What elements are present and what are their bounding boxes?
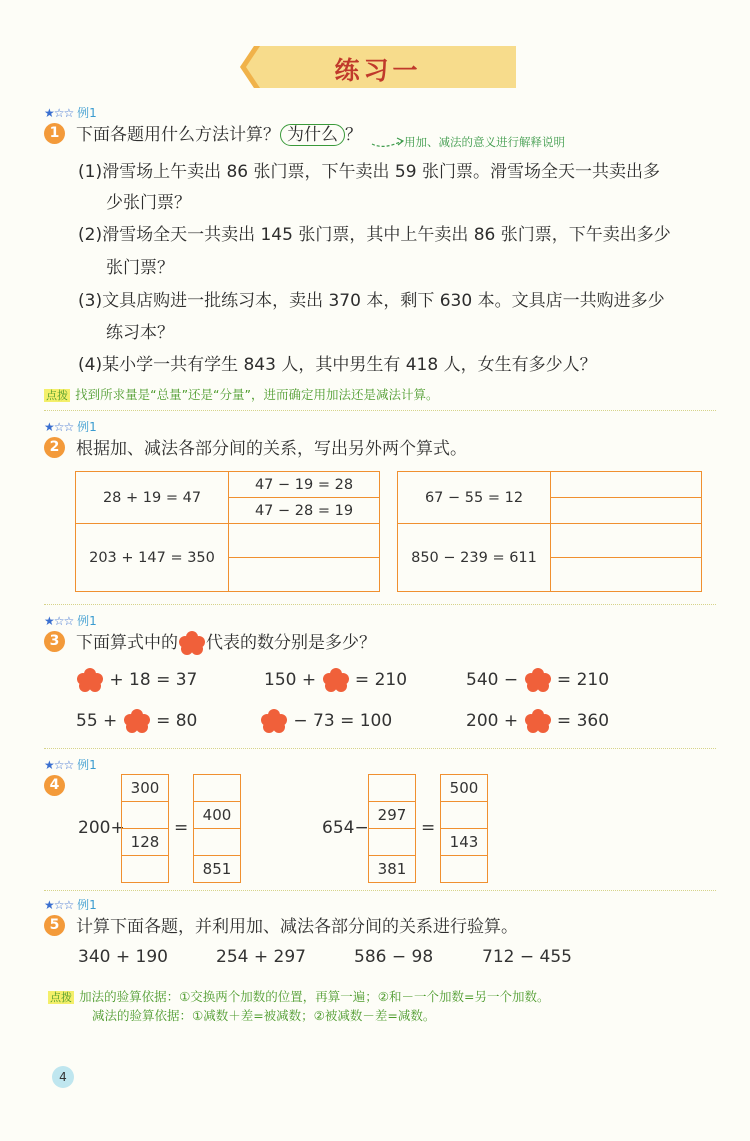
divider xyxy=(44,748,716,749)
output-cell xyxy=(194,829,240,856)
hint-text: 加法的验算依据：①交换两个加数的位置，再算一遍；②和－一个加数=另一个加数。 xyxy=(79,989,550,1004)
operator-label: 654− xyxy=(322,818,369,838)
input-cell xyxy=(122,856,168,882)
question-number: 2 xyxy=(44,437,65,458)
hint-text: 减法的验算依据：①减数＋差=被减数；②被减数－差=减数。 xyxy=(92,1008,436,1023)
hint-mark: 点拨 xyxy=(50,991,72,1004)
flower-icon xyxy=(76,670,104,690)
flower-icon xyxy=(322,670,350,690)
question-number: 5 xyxy=(44,915,65,936)
answer-cell xyxy=(551,558,702,592)
input-cell: 128 xyxy=(122,829,168,856)
given-equation: 28 + 19 = 47 xyxy=(76,472,229,524)
input-column-right xyxy=(368,774,416,883)
expression: 586 − 98 xyxy=(354,947,434,967)
flower-icon xyxy=(178,633,206,653)
divider xyxy=(44,604,716,605)
page-title: 练习一 xyxy=(334,56,422,85)
input-column-left xyxy=(121,774,169,883)
input-cell: 300 xyxy=(122,775,168,802)
given-equation: 203 + 147 = 350 xyxy=(76,524,229,592)
equation: + 18 = 37 xyxy=(76,667,197,693)
answer-cell xyxy=(229,558,380,592)
answer-cell xyxy=(229,524,380,558)
hint-mark: 点拨 xyxy=(46,389,68,402)
question-text: 计算下面各题，并利用加、减法各部分间的关系进行验算。 xyxy=(76,917,518,937)
item-line: 少张门票？ xyxy=(106,193,191,213)
answer-cell: 47 − 19 = 28 xyxy=(229,472,380,498)
expression: 712 − 455 xyxy=(482,947,572,967)
output-column-left xyxy=(193,774,241,883)
equation: 55 + = 80 xyxy=(76,711,198,731)
title-banner xyxy=(240,44,516,90)
equation: 150 + = 210 xyxy=(264,670,408,690)
expression: 340 + 190 xyxy=(78,947,168,967)
question-text: 根据加、减法各部分间的关系，写出另外两个算式。 xyxy=(76,439,467,459)
circled-word: 为什么 xyxy=(280,124,345,146)
difficulty-tag: ★☆☆ 例1 xyxy=(44,420,97,434)
equals-sign: = xyxy=(421,818,436,838)
flower-icon xyxy=(524,711,552,731)
relation-table-right xyxy=(397,471,702,592)
output-column-right xyxy=(440,774,488,883)
given-equation: 850 − 239 = 611 xyxy=(398,524,551,592)
question-text: 下面算式中的 代表的数分别是多少？ xyxy=(76,633,376,653)
output-cell: 400 xyxy=(194,802,240,829)
equation: 540 − = 210 xyxy=(466,670,610,690)
answer-cell: 47 − 28 = 19 xyxy=(229,498,380,524)
output-cell: 500 xyxy=(441,775,487,802)
question-text: 下面各题用什么方法计算？ 为什么 ？ xyxy=(76,125,362,145)
difficulty-tag: ★☆☆ 例1 xyxy=(44,106,97,120)
item-line: (3)文具店购进一批练习本，卖出 370 本，剩下 630 本。文具店一共购进多少 xyxy=(78,291,665,311)
answer-cell xyxy=(551,472,702,498)
input-cell xyxy=(369,829,415,856)
input-cell: 297 xyxy=(369,802,415,829)
hint-text: 找到所求量是“总量”还是“分量”，进而确定用加法还是减法计算。 xyxy=(75,387,439,402)
item-line: (2)滑雪场全天一共卖出 145 张门票，其中上午卖出 86 张门票，下午卖出多少 xyxy=(78,225,671,245)
hint-row xyxy=(48,986,549,1005)
output-cell xyxy=(441,802,487,829)
page-number: 4 xyxy=(52,1066,74,1088)
input-cell xyxy=(369,775,415,802)
input-cell: 381 xyxy=(377,860,407,878)
equation: − 73 = 100 xyxy=(260,708,392,734)
given-equation: 67 − 55 = 12 xyxy=(398,472,551,524)
output-cell: 851 xyxy=(202,860,232,878)
question-number: 4 xyxy=(44,775,65,796)
divider xyxy=(44,410,716,411)
output-cell: 143 xyxy=(441,829,487,856)
item-line: (1)滑雪场上午卖出 86 张门票，下午卖出 59 张门票。滑雪场全天一共卖出多 xyxy=(78,162,660,182)
difficulty-tag: ★☆☆ 例1 xyxy=(44,898,97,912)
difficulty-tag: ★☆☆ 例1 xyxy=(44,614,97,628)
answer-cell xyxy=(551,498,702,524)
question-number: 3 xyxy=(44,631,65,652)
item-line: 张门票？ xyxy=(106,258,174,278)
hint-row xyxy=(44,384,439,403)
difficulty-tag: ★☆☆ 例1 xyxy=(44,758,97,772)
flower-icon xyxy=(524,670,552,690)
flower-icon xyxy=(260,711,288,731)
divider xyxy=(44,890,716,891)
item-line: (4)某小学一共有学生 843 人，其中男生有 418 人，女生有多少人？ xyxy=(78,355,597,375)
handnote-arrow xyxy=(370,136,406,150)
flower-icon xyxy=(123,711,151,731)
equation: 200 + = 360 xyxy=(466,711,610,731)
question-number: 1 xyxy=(44,123,65,144)
relation-table-left xyxy=(75,471,380,592)
input-cell xyxy=(122,802,168,829)
handwritten-note: 用加、减法的意义进行解释说明 xyxy=(404,135,565,149)
item-line: 练习本？ xyxy=(106,323,174,343)
output-cell xyxy=(441,856,487,882)
answer-cell xyxy=(551,524,702,558)
expression: 254 + 297 xyxy=(216,947,306,967)
operator-label: 200+ xyxy=(78,818,125,838)
output-cell xyxy=(194,775,240,802)
equals-sign: = xyxy=(174,818,189,838)
